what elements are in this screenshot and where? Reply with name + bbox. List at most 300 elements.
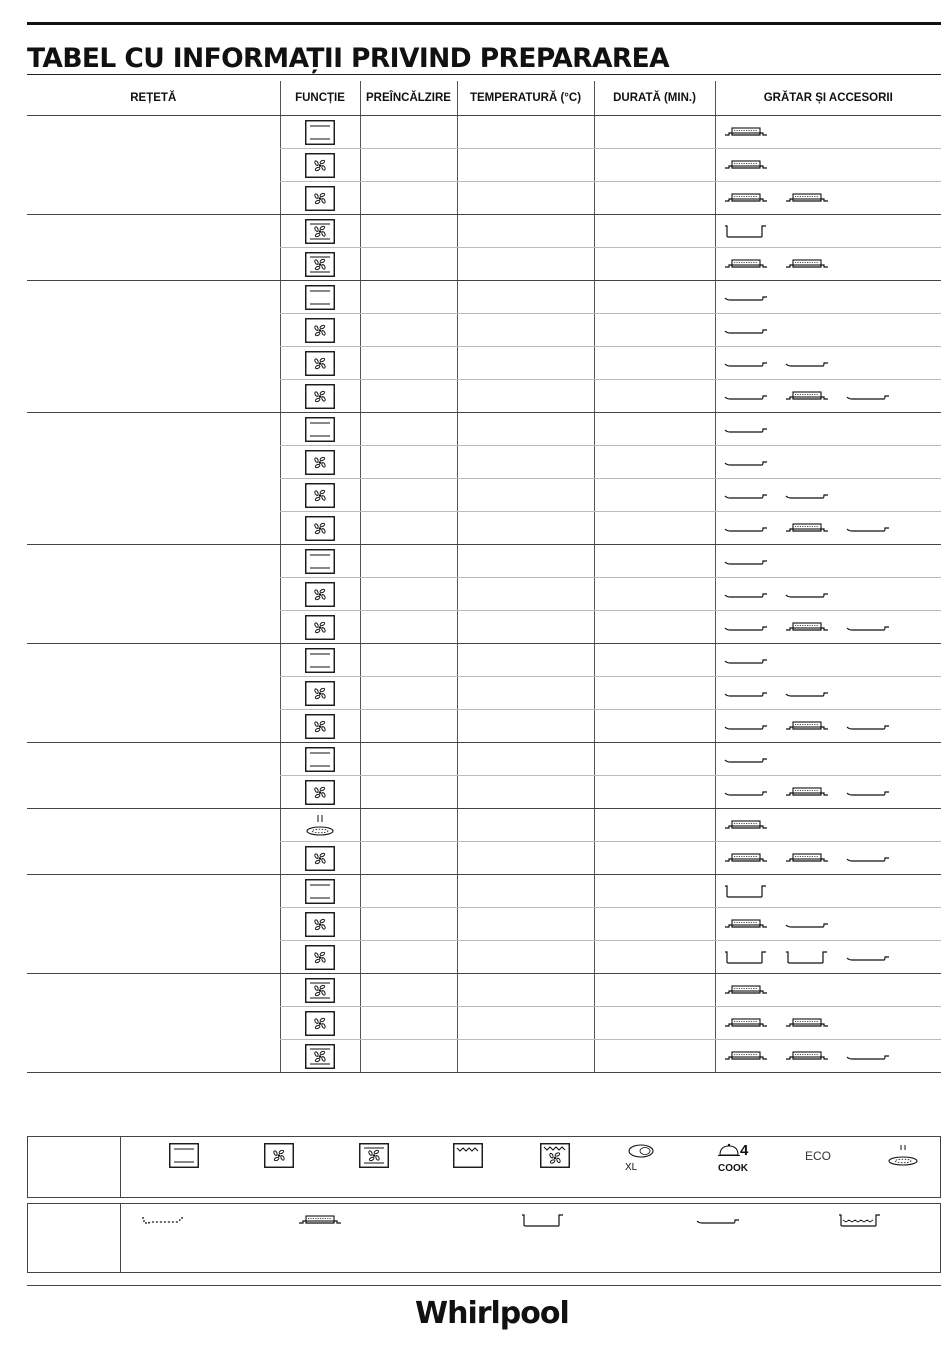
conventional-icon (305, 285, 335, 310)
cake-tin-on-rack-icon (724, 982, 768, 998)
duration-cell (594, 842, 715, 875)
forced-air-icon (305, 219, 335, 244)
preheat-cell (360, 809, 457, 842)
duration-cell (594, 116, 715, 149)
cake-tin-on-rack-icon (785, 784, 829, 800)
preheat-cell (360, 215, 457, 248)
col-preheat: PREÎNCĂLZIRE (360, 81, 457, 116)
fan-icon (305, 516, 335, 541)
cake-tin-on-rack-icon (785, 718, 829, 734)
cake-tin-on-rack-icon (785, 388, 829, 404)
preheat-cell (360, 1007, 457, 1040)
accessory-icons (716, 784, 942, 800)
function-icon-wrap (281, 1011, 360, 1036)
temperature-cell (457, 677, 594, 710)
fan-icon (305, 186, 335, 211)
preheat-cell (360, 149, 457, 182)
duration-cell (594, 281, 715, 314)
accessory-icons (716, 520, 942, 536)
accessories-cell (715, 413, 941, 446)
function-legend-icons (121, 1137, 940, 1197)
cooking-table (27, 81, 941, 1073)
table-row (27, 413, 941, 446)
table-row (27, 215, 941, 248)
duration-cell (594, 182, 715, 215)
preheat-cell (360, 182, 457, 215)
conventional-icon (305, 549, 335, 574)
baking-tray-icon (846, 850, 890, 866)
recipe-cell (27, 281, 280, 413)
duration-cell (594, 479, 715, 512)
accessories-cell (715, 578, 941, 611)
preheat-cell (360, 941, 457, 974)
function-cell (280, 347, 360, 380)
accessory-icons (716, 454, 942, 470)
pizza-stone-icon (305, 813, 335, 838)
function-icon-wrap (281, 615, 360, 640)
baking-tray-icon (724, 322, 768, 338)
function-legend (27, 1136, 941, 1198)
accessory-icons (716, 751, 942, 767)
duration-cell (594, 446, 715, 479)
accessory-icons (716, 1015, 942, 1031)
function-icon-wrap (281, 516, 360, 541)
function-cell (280, 116, 360, 149)
preheat-cell (360, 446, 457, 479)
cake-tin-on-rack-icon (724, 190, 768, 206)
accessory-icons (716, 256, 942, 272)
temperature-cell (457, 875, 594, 908)
function-cell (280, 644, 360, 677)
fan-icon (305, 912, 335, 937)
accessories-cell (715, 479, 941, 512)
fan-icon (305, 153, 335, 178)
preheat-cell (360, 116, 457, 149)
baking-tray-icon (846, 718, 890, 734)
function-cell (280, 1040, 360, 1073)
accessory-icons (716, 289, 942, 305)
wire-shelf-icon-legend (141, 1212, 185, 1233)
duration-cell (594, 776, 715, 809)
roast-icon (625, 1143, 655, 1159)
preheat-cell (360, 281, 457, 314)
function-legend-label (28, 1137, 121, 1197)
baking-tray-icon (846, 1048, 890, 1064)
baking-tray-icon (724, 388, 768, 404)
temperature-cell (457, 611, 594, 644)
baking-tray-icon (846, 619, 890, 635)
grill-icon (453, 1143, 483, 1173)
accessories-cell (715, 281, 941, 314)
accessories-cell (715, 347, 941, 380)
cook-dome-icon (718, 1143, 740, 1157)
whirlpool-logo: Whirlpool (415, 1296, 569, 1331)
cake-tin-on-rack-icon (724, 850, 768, 866)
accessory-icons (716, 322, 942, 338)
accessories-cell (715, 611, 941, 644)
function-icon-wrap (281, 351, 360, 376)
accessory-icons (716, 817, 942, 833)
temperature-cell (457, 149, 594, 182)
preheat-cell (360, 875, 457, 908)
fan-icon (305, 318, 335, 343)
baking-tray-icon (724, 520, 768, 536)
function-cell (280, 908, 360, 941)
conventional-icon (305, 747, 335, 772)
function-icon-wrap (281, 912, 360, 937)
pizza-stone-glyph (881, 1143, 925, 1168)
wire-shelf-icon (141, 1212, 185, 1228)
recipe-cell (27, 116, 280, 215)
cake-tin-on-rack-icon (785, 619, 829, 635)
recipe-cell (27, 809, 280, 875)
function-cell (280, 578, 360, 611)
cake-tin-on-rack-icon (724, 157, 768, 173)
conventional-icon (169, 1143, 199, 1168)
temperature-cell (457, 776, 594, 809)
preheat-cell (360, 413, 457, 446)
duration-cell (594, 215, 715, 248)
function-icon-wrap (281, 549, 360, 574)
temperature-cell (457, 347, 594, 380)
cake-tin-on-rack-icon (785, 520, 829, 536)
fan-icon (305, 351, 335, 376)
accessory-legend (27, 1203, 941, 1273)
function-icon-wrap (281, 681, 360, 706)
forced-air-icon (305, 978, 335, 1003)
accessory-icons (716, 619, 942, 635)
accessories-cell (715, 446, 941, 479)
accessories-cell (715, 380, 941, 413)
maxi-cooking-icon (625, 1143, 655, 1173)
function-cell (280, 677, 360, 710)
duration-cell (594, 809, 715, 842)
temperature-cell (457, 314, 594, 347)
cake-tin-on-rack-icon (724, 256, 768, 272)
preheat-cell (360, 347, 457, 380)
function-cell (280, 413, 360, 446)
table-row (27, 116, 941, 149)
conventional-icon (305, 120, 335, 145)
temperature-cell (457, 512, 594, 545)
function-cell (280, 149, 360, 182)
temperature-cell (457, 281, 594, 314)
accessory-icons (716, 982, 942, 998)
accessories-cell (715, 941, 941, 974)
baking-tray-icon (785, 487, 829, 503)
table-body (27, 116, 941, 1073)
function-icon-wrap (281, 483, 360, 508)
deep-tray-icon (724, 883, 768, 899)
function-cell (280, 974, 360, 1007)
accessory-icons (716, 949, 942, 965)
function-icon-wrap (281, 813, 360, 838)
baking-tray-icon (724, 454, 768, 470)
preheat-cell (360, 908, 457, 941)
baking-tray-icon (785, 685, 829, 701)
duration-cell (594, 347, 715, 380)
baking-tray-icon (785, 916, 829, 932)
top-rule (27, 22, 941, 25)
preheat-cell (360, 974, 457, 1007)
preheat-cell (360, 677, 457, 710)
accessories-cell (715, 248, 941, 281)
table-row (27, 809, 941, 842)
fan-icon (305, 384, 335, 409)
duration-cell (594, 710, 715, 743)
function-icon-wrap (281, 318, 360, 343)
table-row (27, 974, 941, 1007)
recipe-cell (27, 545, 280, 644)
preheat-cell (360, 479, 457, 512)
accessories-cell (715, 908, 941, 941)
function-cell (280, 1007, 360, 1040)
accessory-icons (716, 718, 942, 734)
accessories-cell (715, 314, 941, 347)
duration-cell (594, 248, 715, 281)
col-function: FUNCȚIE (280, 81, 360, 116)
cake-tin-on-rack-icon (785, 1015, 829, 1031)
function-cell (280, 248, 360, 281)
fan-icon (305, 846, 335, 871)
preheat-cell (360, 545, 457, 578)
table-row (27, 281, 941, 314)
function-cell (280, 875, 360, 908)
duration-cell (594, 545, 715, 578)
accessory-icons (716, 652, 942, 668)
footer-rule (27, 1285, 941, 1286)
baking-tray-icon (724, 751, 768, 767)
function-icon-wrap (281, 186, 360, 211)
preheat-cell (360, 842, 457, 875)
baking-tray-icon (724, 652, 768, 668)
cook4-digit: 4 (740, 1142, 749, 1159)
accessories-cell (715, 743, 941, 776)
temperature-cell (457, 809, 594, 842)
table-header-row (27, 81, 941, 116)
function-cell (280, 743, 360, 776)
accessory-icons (716, 883, 942, 899)
temperature-cell (457, 743, 594, 776)
turbo-grill-icon (540, 1143, 570, 1168)
accessories-cell (715, 644, 941, 677)
col-accessories: GRĂTAR ȘI ACCESORII (715, 81, 941, 116)
temperature-cell (457, 578, 594, 611)
cake-tin-on-rack-icon (785, 850, 829, 866)
baking-tray-icon (696, 1212, 740, 1228)
function-cell (280, 281, 360, 314)
duration-cell (594, 644, 715, 677)
col-temperature: TEMPERATURĂ (°C) (457, 81, 594, 116)
col-recipe: REȚETĂ (27, 81, 280, 116)
temperature-cell (457, 941, 594, 974)
fan-icon (305, 582, 335, 607)
recipe-cell (27, 875, 280, 974)
function-icon-wrap (281, 747, 360, 772)
function-icon-wrap (281, 120, 360, 145)
cake-tin-on-rack-icon (724, 1048, 768, 1064)
table-row (27, 875, 941, 908)
fan-icon (305, 450, 335, 475)
accessories-cell (715, 1007, 941, 1040)
accessories-cell (715, 776, 941, 809)
temperature-cell (457, 413, 594, 446)
function-cell (280, 182, 360, 215)
accessory-icons (716, 586, 942, 602)
duration-cell (594, 908, 715, 941)
recipe-cell (27, 413, 280, 545)
accessory-icons (716, 223, 942, 239)
preheat-cell (360, 644, 457, 677)
accessory-icons (716, 487, 942, 503)
accessories-cell (715, 809, 941, 842)
duration-cell (594, 677, 715, 710)
cake-tin-on-rack-icon (785, 256, 829, 272)
duration-cell (594, 611, 715, 644)
table-row (27, 545, 941, 578)
preheat-cell (360, 743, 457, 776)
function-cell (280, 710, 360, 743)
accessory-icons (716, 157, 942, 173)
duration-cell (594, 1040, 715, 1073)
duration-cell (594, 1007, 715, 1040)
preheat-cell (360, 1040, 457, 1073)
temperature-cell (457, 380, 594, 413)
baking-tray-icon (724, 718, 768, 734)
preheat-cell (360, 314, 457, 347)
title-rule (27, 74, 941, 75)
accessories-cell (715, 182, 941, 215)
cake-tin-on-rack-icon (785, 190, 829, 206)
function-icon-wrap (281, 780, 360, 805)
function-icon-wrap (281, 417, 360, 442)
col-duration: DURATĂ (MIN.) (594, 81, 715, 116)
cake-tin-on-rack-icon (298, 1212, 342, 1228)
preheat-cell (360, 611, 457, 644)
accessories-cell (715, 116, 941, 149)
baking-tray-icon (846, 520, 890, 536)
baking-tray-icon (724, 355, 768, 371)
preheat-cell (360, 776, 457, 809)
function-icon-wrap (281, 714, 360, 739)
preheat-cell (360, 710, 457, 743)
function-icon-wrap (281, 219, 360, 244)
accessory-icons (716, 1048, 942, 1064)
preheat-cell (360, 248, 457, 281)
accessories-cell (715, 875, 941, 908)
table-row (27, 644, 941, 677)
duration-cell (594, 578, 715, 611)
fan-icon (264, 1143, 294, 1168)
cake-tin-on-rack-icon (724, 124, 768, 140)
forced-air-icon (359, 1143, 389, 1173)
baking-tray-icon (724, 553, 768, 569)
temperature-cell (457, 248, 594, 281)
xl-text: XL (625, 1162, 638, 1173)
function-cell (280, 215, 360, 248)
accessories-cell (715, 149, 941, 182)
eco-icon: ECO (805, 1149, 832, 1163)
cook4-icon (718, 1143, 748, 1174)
temperature-cell (457, 710, 594, 743)
duration-cell (594, 413, 715, 446)
temperature-cell (457, 215, 594, 248)
baking-tray-icon (724, 619, 768, 635)
function-cell (280, 842, 360, 875)
baking-tray-icon (846, 784, 890, 800)
baking-tray-icon (785, 586, 829, 602)
function-icon-wrap (281, 153, 360, 178)
duration-cell (594, 314, 715, 347)
preheat-cell (360, 512, 457, 545)
function-icon-wrap (281, 945, 360, 970)
cake-tin-on-rack-icon (724, 916, 768, 932)
function-icon-wrap (281, 582, 360, 607)
duration-cell (594, 974, 715, 1007)
function-cell (280, 446, 360, 479)
function-icon-wrap (281, 252, 360, 277)
fan-icon (305, 681, 335, 706)
baking-tray-icon (724, 289, 768, 305)
function-cell (280, 380, 360, 413)
baking-tray-icon (724, 784, 768, 800)
accessory-icons (716, 388, 942, 404)
duration-cell (594, 941, 715, 974)
function-icon-wrap (281, 285, 360, 310)
function-cell (280, 611, 360, 644)
baking-tray-icon (724, 487, 768, 503)
duration-cell (594, 743, 715, 776)
conventional-icon (305, 648, 335, 673)
duration-cell (594, 512, 715, 545)
function-cell (280, 809, 360, 842)
duration-cell (594, 149, 715, 182)
pizza-stone-icon (881, 1143, 925, 1173)
accessories-cell (715, 215, 941, 248)
baking-tray-icon (846, 949, 890, 965)
accessory-icons (716, 355, 942, 371)
duration-cell (594, 380, 715, 413)
accessory-icons (716, 850, 942, 866)
temperature-cell (457, 908, 594, 941)
fan-icon (305, 780, 335, 805)
accessory-icons (716, 190, 942, 206)
forced-air-icon (305, 1044, 335, 1069)
function-icon-wrap (281, 978, 360, 1003)
temperature-cell (457, 446, 594, 479)
preheat-cell (360, 380, 457, 413)
cook4-text: COOK (718, 1163, 748, 1174)
fan-icon (305, 945, 335, 970)
grill-icon (453, 1143, 483, 1168)
accessory-icons (716, 916, 942, 932)
baking-tray-icon (724, 586, 768, 602)
accessory-icons (716, 685, 942, 701)
baking-tray-icon-legend (696, 1212, 740, 1233)
forced-air-icon (359, 1143, 389, 1168)
recipe-cell (27, 644, 280, 743)
function-icon-wrap (281, 1044, 360, 1069)
function-cell (280, 479, 360, 512)
temperature-cell (457, 116, 594, 149)
deep-tray-icon (724, 223, 768, 239)
fan-icon (264, 1143, 294, 1173)
conventional-icon (305, 879, 335, 904)
accessories-cell (715, 1040, 941, 1073)
accessories-cell (715, 842, 941, 875)
temperature-cell (457, 182, 594, 215)
function-icon-wrap (281, 648, 360, 673)
